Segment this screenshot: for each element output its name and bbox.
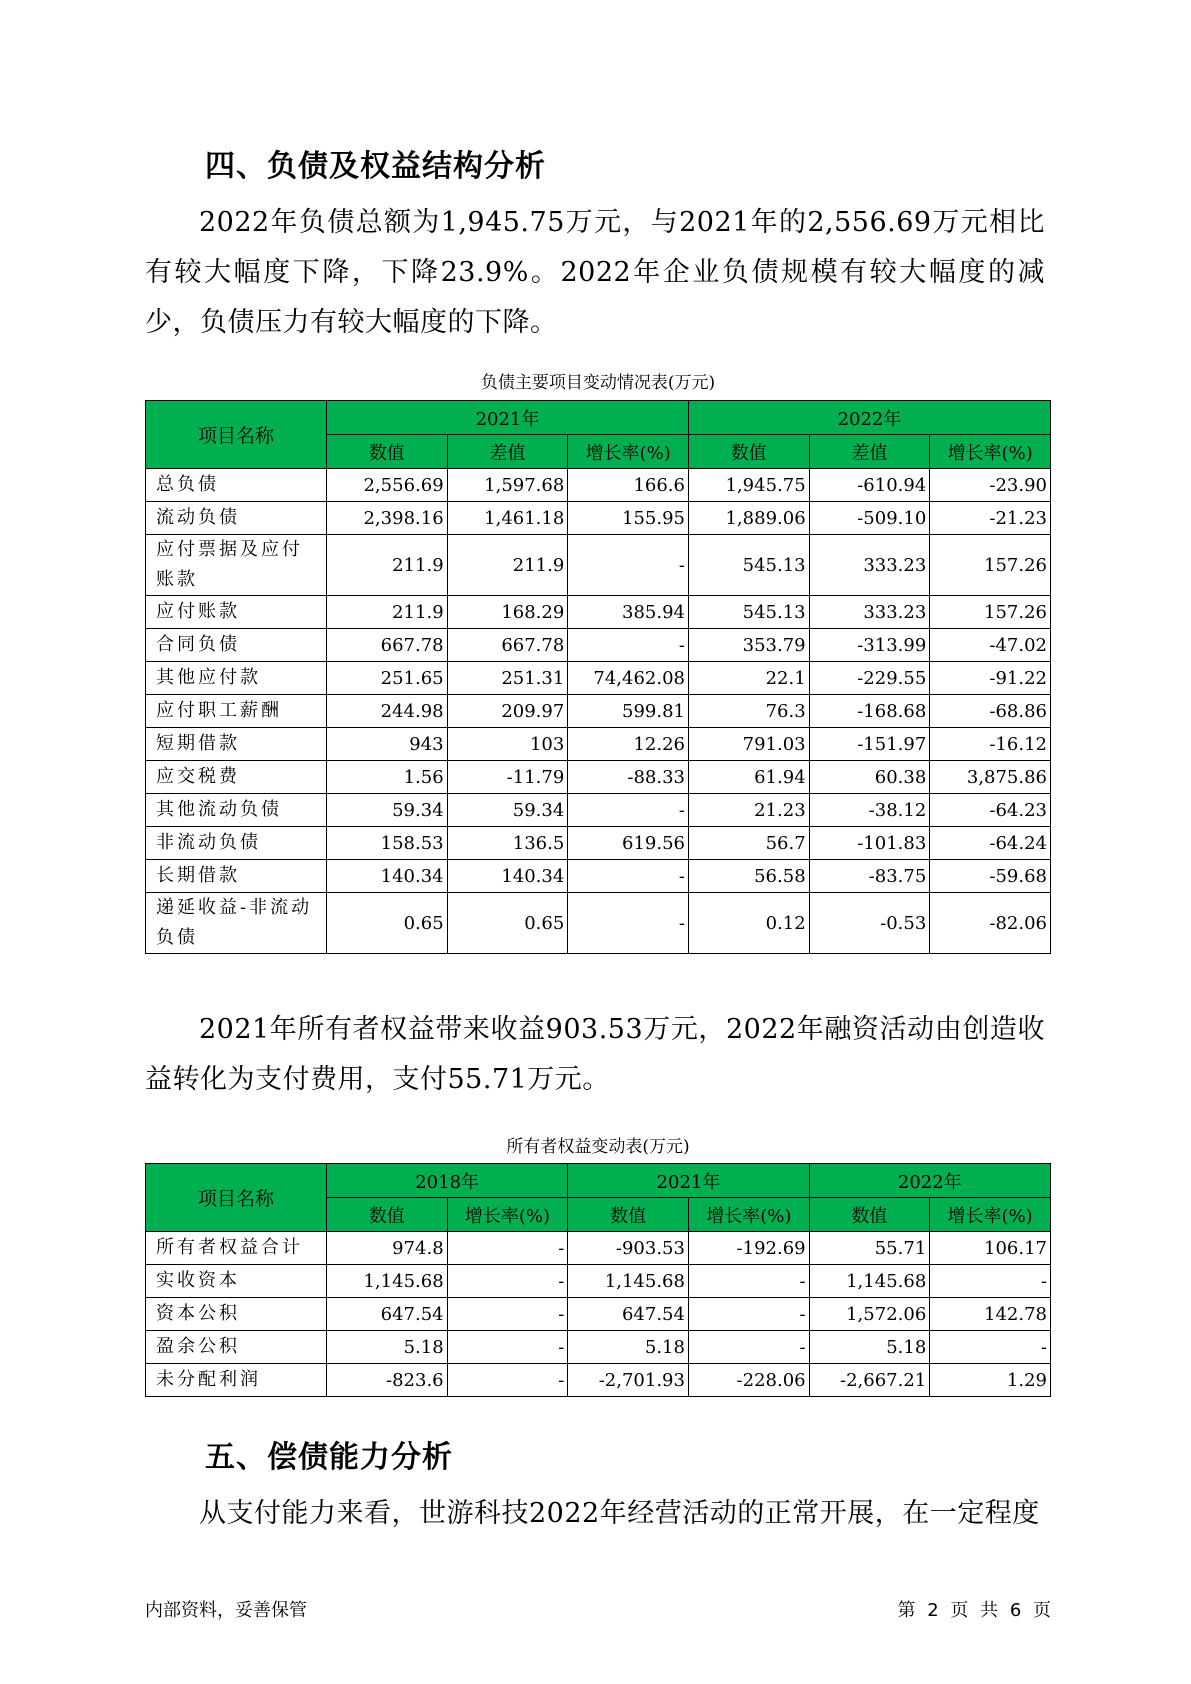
table-row: [146, 502, 1051, 535]
table-cell: 5.18: [809, 1331, 930, 1364]
table-cell: 158.53: [326, 827, 447, 860]
table-cell: 21.23: [688, 794, 809, 827]
table-cell: 545.13: [688, 596, 809, 629]
table-cell: -82.06: [930, 893, 1051, 954]
header-value: 数值: [326, 1198, 447, 1232]
table-cell: 157.26: [930, 535, 1051, 596]
row-label: 应付账款: [146, 596, 327, 629]
table-cell: 59.34: [447, 794, 568, 827]
row-label: 实收资本: [146, 1265, 327, 1298]
table-cell: -192.69: [688, 1232, 809, 1265]
table-cell: 136.5: [447, 827, 568, 860]
table-cell: 55.71: [809, 1232, 930, 1265]
header-year: 2022年: [809, 1164, 1050, 1198]
table-cell: 59.34: [326, 794, 447, 827]
table-cell: -: [688, 1265, 809, 1298]
table-cell: 545.13: [688, 535, 809, 596]
table-cell: -: [447, 1232, 568, 1265]
table-cell: 76.3: [688, 695, 809, 728]
row-label: 应付职工薪酬: [146, 695, 327, 728]
table-cell: -88.33: [568, 761, 689, 794]
row-label: 短期借款: [146, 728, 327, 761]
table-cell: -: [447, 1331, 568, 1364]
row-label: 总负债: [146, 469, 327, 502]
table-cell: -47.02: [930, 629, 1051, 662]
header-year: 2021年: [568, 1164, 809, 1198]
table-cell: -21.23: [930, 502, 1051, 535]
header-year: 2022年: [688, 401, 1050, 435]
table-cell: -64.23: [930, 794, 1051, 827]
table-cell: -: [688, 1331, 809, 1364]
row-label: 未分配利润: [146, 1364, 327, 1397]
paragraph: 从支付能力来看，世游科技2022年经营活动的正常开展，在一定程度: [199, 1498, 1040, 1529]
table-cell: 667.78: [447, 629, 568, 662]
table-cell: 1,145.68: [809, 1265, 930, 1298]
row-label: 非流动负债: [146, 827, 327, 860]
table-cell: -229.55: [809, 662, 930, 695]
table-cell: 1,461.18: [447, 502, 568, 535]
table-row: [146, 535, 1051, 596]
table-cell: 1,145.68: [568, 1265, 689, 1298]
table-cell: 1.56: [326, 761, 447, 794]
table-cell: 333.23: [809, 596, 930, 629]
liability-table: [145, 400, 1051, 954]
table-cell: -: [930, 1331, 1051, 1364]
table-cell: 155.95: [568, 502, 689, 535]
table-cell: -: [568, 535, 689, 596]
table-cell: 1,145.68: [326, 1265, 447, 1298]
table-body: [146, 469, 1051, 954]
table-row: [146, 629, 1051, 662]
table-cell: 106.17: [930, 1232, 1051, 1265]
table-cell: 1,889.06: [688, 502, 809, 535]
table-cell: 1,945.75: [688, 469, 809, 502]
table-row: [146, 695, 1051, 728]
table-cell: 211.9: [326, 535, 447, 596]
table-cell: 60.38: [809, 761, 930, 794]
table-cell: -0.53: [809, 893, 930, 954]
row-label: 所有者权益合计: [146, 1232, 327, 1265]
table-cell: 647.54: [568, 1298, 689, 1331]
table-caption: 所有者权益变动表(万元): [506, 1137, 690, 1157]
table-cell: 0.65: [326, 893, 447, 954]
table-cell: 385.94: [568, 596, 689, 629]
table-cell: -509.10: [809, 502, 930, 535]
row-label: 盈余公积: [146, 1331, 327, 1364]
table-cell: 140.34: [326, 860, 447, 893]
header-value: 数值: [688, 435, 809, 469]
table-cell: 61.94: [688, 761, 809, 794]
table-cell: 74,462.08: [568, 662, 689, 695]
table-row: [146, 469, 1051, 502]
table-cell: 211.9: [447, 535, 568, 596]
table-cell: 5.18: [568, 1331, 689, 1364]
equity-table: [145, 1163, 1051, 1397]
table-cell: -610.94: [809, 469, 930, 502]
table-cell: 211.9: [326, 596, 447, 629]
table-row: [146, 761, 1051, 794]
table-cell: 353.79: [688, 629, 809, 662]
header-value: 数值: [809, 1198, 930, 1232]
table-cell: -228.06: [688, 1364, 809, 1397]
table-cell: -903.53: [568, 1232, 689, 1265]
table-row: [146, 893, 1051, 954]
header-value: 数值: [568, 1198, 689, 1232]
table-cell: -313.99: [809, 629, 930, 662]
table-cell: 244.98: [326, 695, 447, 728]
table-cell: 599.81: [568, 695, 689, 728]
row-label: 应交税费: [146, 761, 327, 794]
table-cell: -68.86: [930, 695, 1051, 728]
row-label: 长期借款: [146, 860, 327, 893]
row-label: 资本公积: [146, 1298, 327, 1331]
table-cell: -16.12: [930, 728, 1051, 761]
header-growth: 增长率(%): [930, 435, 1051, 469]
header-diff: 差值: [447, 435, 568, 469]
table-cell: 56.58: [688, 860, 809, 893]
header-year: 2021年: [326, 401, 688, 435]
header-value: 数值: [326, 435, 447, 469]
table-cell: -: [568, 794, 689, 827]
table-cell: 1,597.68: [447, 469, 568, 502]
table-row: [146, 1265, 1051, 1298]
table-cell: 2,398.16: [326, 502, 447, 535]
table-cell: -101.83: [809, 827, 930, 860]
footer-page-number: 第 2 页 共 6 页: [897, 1600, 1051, 1621]
table-cell: 168.29: [447, 596, 568, 629]
table-row: [146, 794, 1051, 827]
table-cell: -: [930, 1265, 1051, 1298]
table-row: [146, 662, 1051, 695]
table-row: [146, 1364, 1051, 1397]
table-cell: -38.12: [809, 794, 930, 827]
table-cell: 56.7: [688, 827, 809, 860]
table-cell: -151.97: [809, 728, 930, 761]
table-cell: 166.6: [568, 469, 689, 502]
table-cell: 103: [447, 728, 568, 761]
table-cell: 667.78: [326, 629, 447, 662]
table-cell: 12.26: [568, 728, 689, 761]
footer-confidential-note: 内部资料，妥善保管: [145, 1600, 307, 1621]
table-cell: 5.18: [326, 1331, 447, 1364]
table-cell: -23.90: [930, 469, 1051, 502]
table-cell: 791.03: [688, 728, 809, 761]
table-cell: 3,875.86: [930, 761, 1051, 794]
table-cell: 1.29: [930, 1364, 1051, 1397]
table-row: [146, 827, 1051, 860]
table-cell: 142.78: [930, 1298, 1051, 1331]
paragraph: 2022年负债总额为1,945.75万元，与2021年的2,556.69万元相比有较大幅度下降，下降23.9%。2022年企业负债规模有较大幅度的减少，负债压力有较大幅度的下降。: [145, 207, 1045, 338]
table-row: [146, 596, 1051, 629]
header-growth: 增长率(%): [930, 1198, 1051, 1232]
table-cell: -83.75: [809, 860, 930, 893]
table-cell: -: [447, 1265, 568, 1298]
header-growth: 增长率(%): [688, 1198, 809, 1232]
table-cell: -2,667.21: [809, 1364, 930, 1397]
table-cell: 140.34: [447, 860, 568, 893]
table-cell: 943: [326, 728, 447, 761]
section-heading: 五、偿债能力分析: [205, 1440, 453, 1475]
table-cell: -2,701.93: [568, 1364, 689, 1397]
table-cell: -168.68: [809, 695, 930, 728]
header-growth: 增长率(%): [447, 1198, 568, 1232]
table-cell: 974.8: [326, 1232, 447, 1265]
table-cell: -64.24: [930, 827, 1051, 860]
table-cell: 619.56: [568, 827, 689, 860]
table-cell: 0.65: [447, 893, 568, 954]
table-caption: 负债主要项目变动情况表(万元): [480, 373, 716, 393]
table-cell: 647.54: [326, 1298, 447, 1331]
table-cell: -91.22: [930, 662, 1051, 695]
table-cell: 2,556.69: [326, 469, 447, 502]
paragraph: 2021年所有者权益带来收益903.53万元，2022年融资活动由创造收益转化为支付费用，支付55.71万元。: [145, 1014, 1045, 1095]
row-label: 其他应付款: [146, 662, 327, 695]
row-label: 合同负债: [146, 629, 327, 662]
table-cell: 0.12: [688, 893, 809, 954]
table-cell: -: [447, 1364, 568, 1397]
row-label: 其他流动负债: [146, 794, 327, 827]
table-cell: 157.26: [930, 596, 1051, 629]
table-row: [146, 1331, 1051, 1364]
table-cell: 209.97: [447, 695, 568, 728]
table-cell: -: [568, 860, 689, 893]
table-cell: -59.68: [930, 860, 1051, 893]
table-row: [146, 728, 1051, 761]
table-row: [146, 1298, 1051, 1331]
header-growth: 增长率(%): [568, 435, 689, 469]
table-cell: -823.6: [326, 1364, 447, 1397]
header-item-name: 项目名称: [146, 1164, 327, 1232]
table-cell: -: [568, 629, 689, 662]
table-body: [146, 1232, 1051, 1397]
row-label: 流动负债: [146, 502, 327, 535]
table-cell: 333.23: [809, 535, 930, 596]
table-row: [146, 1232, 1051, 1265]
section-heading: 四、负债及权益结构分析: [205, 149, 546, 184]
header-year: 2018年: [326, 1164, 567, 1198]
table-cell: -: [568, 893, 689, 954]
header-item-name: 项目名称: [146, 401, 327, 469]
table-cell: 251.31: [447, 662, 568, 695]
table-cell: 251.65: [326, 662, 447, 695]
table-cell: 1,572.06: [809, 1298, 930, 1331]
table-cell: -11.79: [447, 761, 568, 794]
row-label: 递延收益-非流动负债: [146, 893, 327, 954]
table-cell: -: [447, 1298, 568, 1331]
table-row: [146, 860, 1051, 893]
table-cell: 22.1: [688, 662, 809, 695]
table-cell: -: [688, 1298, 809, 1331]
header-diff: 差值: [809, 435, 930, 469]
row-label: 应付票据及应付账款: [146, 535, 327, 596]
